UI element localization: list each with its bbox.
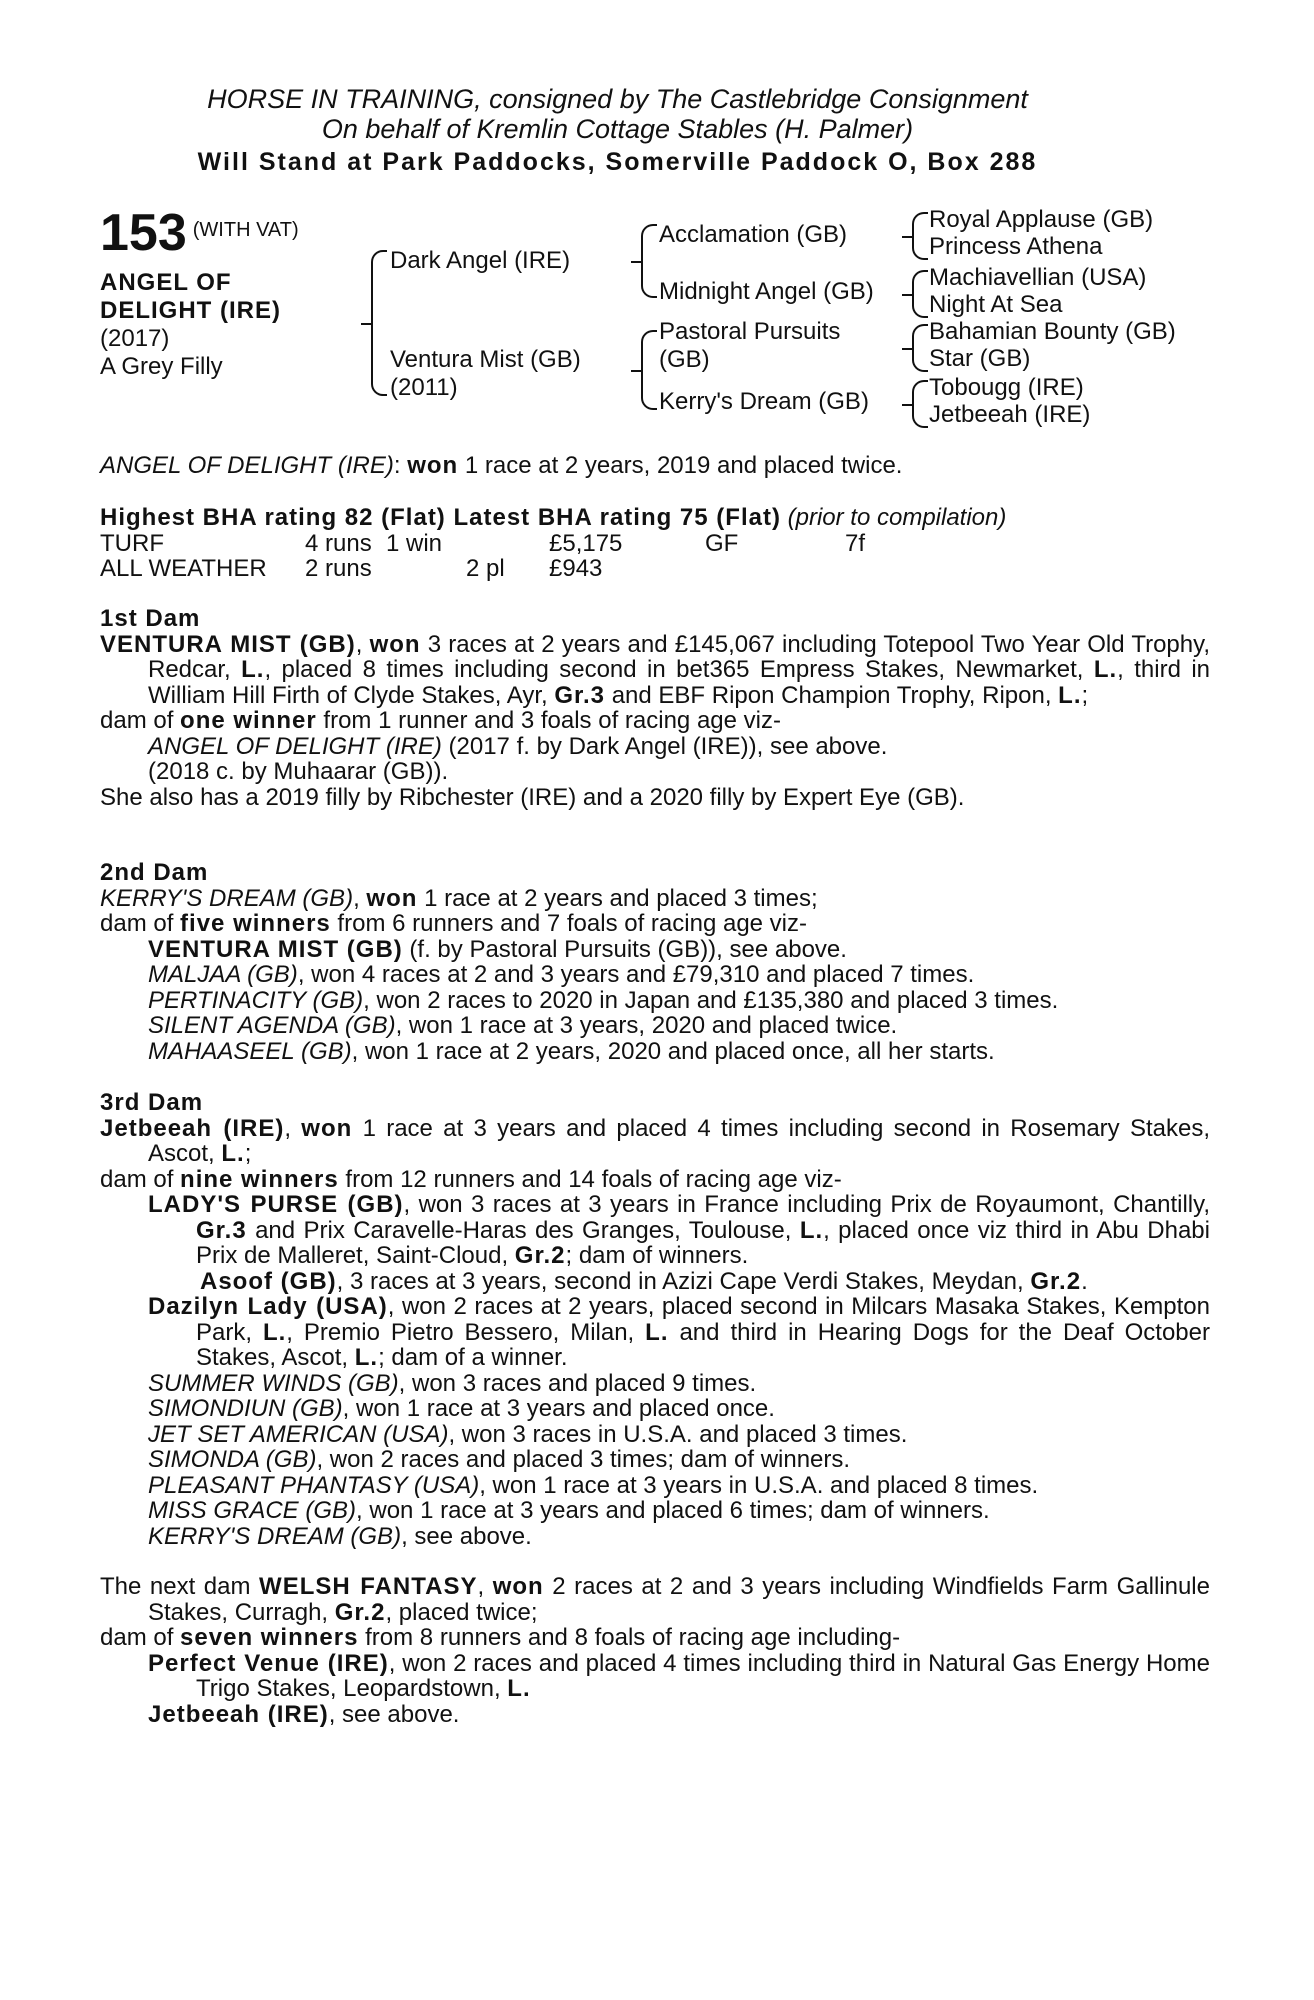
produce-item: LADY'S PURSE (GB), won 3 races at 3 years in France including Prix de Royaumont, Chantilly, Gr.3 and Prix Caravelle-Haras des Granges, Toulouse, L., placed once viz third in Abu Dhabi Prix de Malleret, Saint-Cloud, Gr.2; dam of winners. <box>148 1191 1210 1269</box>
brace-dam-parents <box>641 330 657 410</box>
produce-item: KERRY'S DREAM (GB), see above. <box>148 1522 532 1550</box>
lot-number-row <box>100 205 360 261</box>
perf-surface: ALL WEATHER <box>100 555 267 582</box>
dam-produce-summary: dam of seven winners from 8 runners and 8 foals of racing age including- <box>100 1624 901 1651</box>
pedigree-g3: Machiavellian (USA) <box>929 264 1147 291</box>
dam-record: VENTURA MIST (GB), won 3 races at 2 years and £145,067 including Totepool Two Year Old Trophy, Redcar, L., placed 8 times including second in bet365 Empress Stakes, Newmarket, L., third in William Hill Firth of Clyde Stakes, Ayr, Gr.3 and EBF Ripon Champion Trophy, Ripon, L.; <box>100 630 1211 709</box>
brace-g3 <box>912 324 928 372</box>
consignor-line: HORSE IN TRAINING, consigned by The Castlebridge Consignment <box>207 84 1028 114</box>
produce-item: PERTINACITY (GB), won 2 races to 2020 in Japan and £135,380 and placed 3 times. <box>148 986 1059 1014</box>
perf-runs: 4 runs <box>305 529 372 557</box>
grand-produce-item: Asoof (GB), 3 races at 3 years, second in Azizi Cape Verdi Stakes, Meydan, Gr.2. <box>200 1267 1088 1295</box>
vat-label: (WITH VAT) <box>192 219 299 241</box>
pedigree-g8: Jetbeeah (IRE) <box>929 401 1091 428</box>
brace-g2 <box>912 270 928 318</box>
summary-horse-name: ANGEL OF DELIGHT (IRE) <box>100 452 394 479</box>
produce-item: MALJAA (GB), won 4 races at 2 and 3 years and £79,310 and placed 7 times. <box>148 961 975 988</box>
horse-name-line2: DELIGHT (IRE) <box>100 297 281 324</box>
perf-prize: £5,175 <box>549 529 623 557</box>
pedigree-dam-dam: Kerry's Dream (GB) <box>659 388 869 415</box>
produce-item: SILENT AGENDA (GB), won 1 race at 3 years, 2020 and placed twice. <box>148 1012 898 1039</box>
brace-sire-parents <box>641 224 657 298</box>
dam-note: She also has a 2019 filly by Ribchester (IRE) and a 2020 filly by Expert Eye (GB). <box>100 783 965 811</box>
produce-item: SIMONDIUN (GB), won 1 race at 3 years and placed once. <box>148 1395 775 1422</box>
third-dam-section <box>100 1090 1210 1549</box>
dam-record: KERRY'S DREAM (GB), won 1 race at 2 years and placed 3 times; <box>100 884 818 912</box>
pedigree-g7: Tobougg (IRE) <box>929 374 1084 401</box>
perf-wins: 1 win <box>386 529 443 557</box>
dam-record: The next dam WELSH FANTASY, won 2 races at 2 and 3 years including Windfields Farm Gallinule Stakes, Curragh, Gr.2, placed twice; <box>100 1573 1210 1626</box>
lot-info <box>100 205 360 381</box>
produce-item: ANGEL OF DELIGHT (IRE) (2017 f. by Dark Angel (IRE)), see above. <box>148 732 888 760</box>
second-dam-section <box>100 860 1210 1064</box>
brace-g4 <box>912 380 928 428</box>
produce-item: MISS GRACE (GB), won 1 race at 3 years and placed 6 times; dam of winners. <box>148 1497 990 1524</box>
produce-item: VENTURA MIST (GB) (f. by Pastoral Pursuits (GB)), see above. <box>148 935 847 963</box>
ratings-note: (prior to compilation) <box>787 504 1007 531</box>
summary-won: won <box>407 452 459 479</box>
produce-item: Dazilyn Lady (USA), won 2 races at 2 years, placed second in Milcars Masaka Stakes, Kempton Park, L., Premio Pietro Bessero, Milan, L. and third in Hearing Dogs for the Deaf October Stakes, Ascot, L.; dam of a winner. <box>148 1293 1211 1371</box>
produce-item: Perfect Venue (IRE), won 2 races and placed 4 times including third in Natural Gas Energy Home Trigo Stakes, Leopardstown, L. <box>148 1649 1210 1702</box>
foaling-year: (2017) <box>100 325 170 352</box>
dam-produce-summary: dam of one winner from 1 runner and 3 foals of racing age viz- <box>100 707 781 734</box>
next-dam-section <box>100 1574 1210 1727</box>
perf-distance: 7f <box>845 529 866 557</box>
dam-produce-summary: dam of five winners from 6 runners and 7 foals of racing age viz- <box>100 910 808 937</box>
produce-item: (2018 c. by Muhaarar (GB)). <box>148 758 449 785</box>
produce-item: Jetbeeah (IRE), see above. <box>148 1700 460 1728</box>
pedigree-dam-line1: Ventura Mist (GB) <box>390 346 581 373</box>
pedigree-dam-sire-line2: (GB) <box>659 346 710 373</box>
performance-row-turf <box>100 531 1210 557</box>
section-heading: 2nd Dam <box>100 859 209 886</box>
section-heading: 3rd Dam <box>100 1089 204 1116</box>
bha-ratings: Highest BHA rating 82 (Flat) Latest BHA rating 75 (Flat) <box>100 504 781 531</box>
pedigree-sire: Dark Angel (IRE) <box>390 247 571 274</box>
produce-item: JET SET AMERICAN (USA), won 3 races in U.S.A. and placed 3 times. <box>148 1420 908 1448</box>
perf-runs: 2 runs <box>305 555 372 582</box>
horse-description: A Grey Filly <box>100 353 223 380</box>
summary-record: 1 race at 2 years, 2019 and placed twice. <box>458 452 903 479</box>
horse-name-line1: ANGEL OF <box>100 269 232 296</box>
first-dam-section <box>100 606 1210 810</box>
produce-item: SIMONDA (GB), won 2 races and placed 3 times; dam of winners. <box>148 1446 851 1473</box>
race-summary: ANGEL OF DELIGHT (IRE): won 1 race at 2 years, 2019 and placed twice. <box>100 452 903 479</box>
stabling-line: Will Stand at Park Paddocks, Somerville Paddock O, Box 288 <box>197 148 1038 176</box>
pedigree-g4: Night At Sea <box>929 291 1063 318</box>
ratings-section <box>100 505 1210 582</box>
produce-item: SUMMER WINDS (GB), won 3 races and placed 9 times. <box>148 1369 757 1397</box>
pedigree-g6: Star (GB) <box>929 345 1031 372</box>
produce-item: PLEASANT PHANTASY (USA), won 1 race at 3 years in U.S.A. and placed 8 times. <box>148 1471 1039 1499</box>
dam-record: Jetbeeah (IRE), won 1 race at 3 years and placed 4 times including second in Rosemary Stakes, Ascot, L.; <box>100 1114 1210 1167</box>
dam-produce-summary: dam of nine winners from 12 runners and 14 foals of racing age viz- <box>100 1165 842 1193</box>
pedigree-dam-line2: (2011) <box>390 374 458 401</box>
brace-sire-dam <box>371 250 387 396</box>
section-heading: 1st Dam <box>100 605 201 632</box>
perf-surface: TURF <box>100 529 164 557</box>
lot-number: 153 <box>100 204 187 262</box>
pedigree-sire-dam: Midnight Angel (GB) <box>659 278 874 305</box>
perf-prize: £943 <box>549 555 603 582</box>
performance-row-aw <box>100 556 1210 582</box>
pedigree-dam-sire-line1: Pastoral Pursuits <box>659 318 841 345</box>
brace-g1 <box>912 212 928 260</box>
perf-placed: 2 pl <box>466 555 505 582</box>
pedigree-g1: Royal Applause (GB) <box>929 206 1154 233</box>
produce-item: MAHAASEEL (GB), won 1 race at 2 years, 2020 and placed once, all her starts. <box>148 1037 995 1065</box>
consignment-header <box>0 84 1235 180</box>
vendor-line: On behalf of Kremlin Cottage Stables (H. Palmer) <box>321 114 914 144</box>
pedigree-sire-sire: Acclamation (GB) <box>659 221 848 248</box>
pedigree-g2: Princess Athena <box>929 233 1103 260</box>
perf-going: GF <box>705 529 739 557</box>
pedigree-g5: Bahamian Bounty (GB) <box>929 318 1176 345</box>
